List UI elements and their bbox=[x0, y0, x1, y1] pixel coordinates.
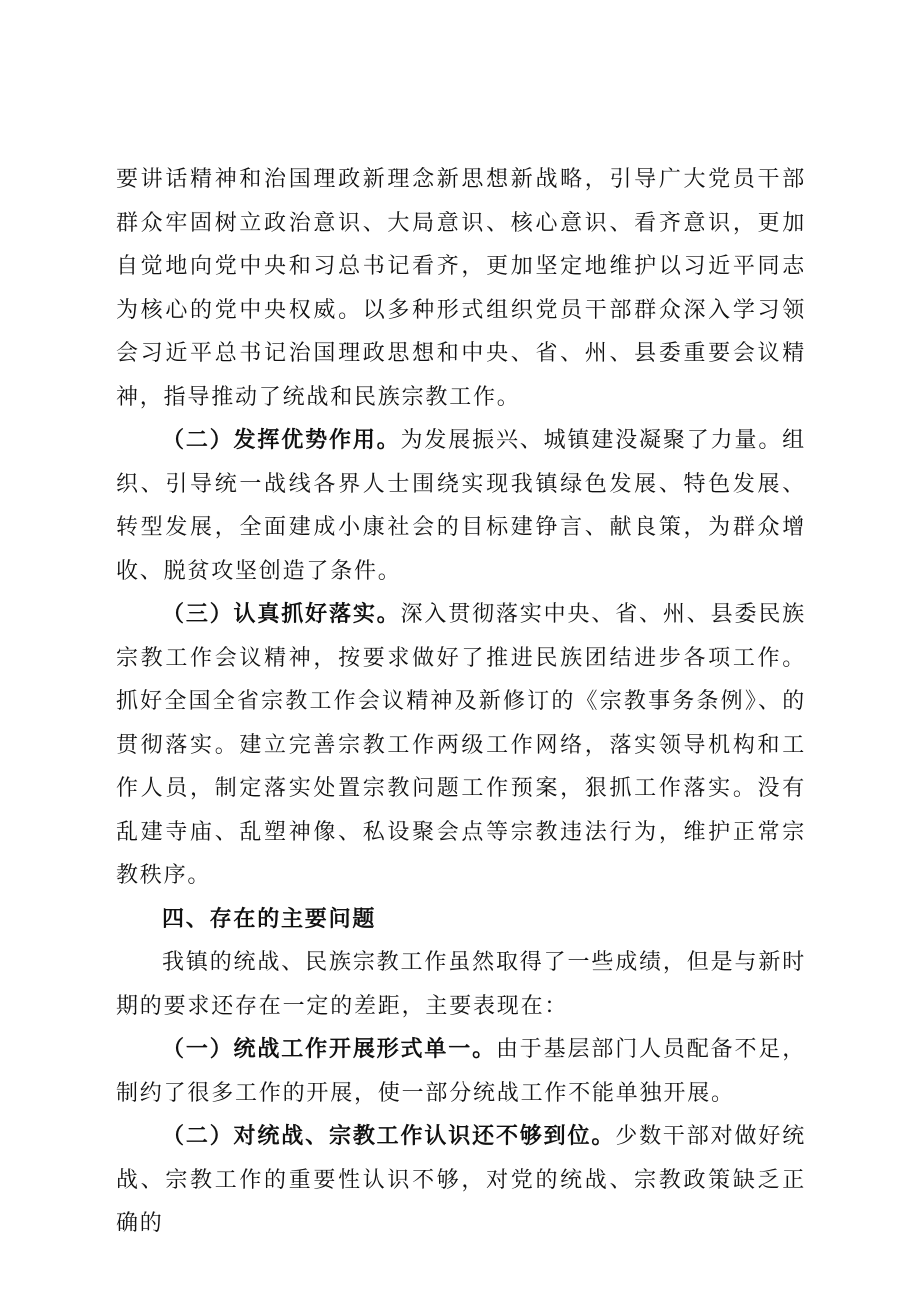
paragraph-continuation: 要讲话精神和治国理政新理念新思想新战略，引导广大党员干部群众牢固树立政治意识、大局意识、核心意识、看齐意识，更加自觉地向党中央和习总书记看齐，更加坚定地维护以习近平同志为核心的党中央权威。以多种形式组织党员干部群众深入学习领会习近平总书记治国理政思想和中央、省、州、县委重要会议精神，指导推动了统战和民族宗教工作。 bbox=[116, 167, 806, 410]
paragraph-problem-2 bbox=[116, 1115, 806, 1246]
section-heading: 四、存在的主要问题 bbox=[162, 906, 377, 932]
paragraph-lead: （三）认真抓好落实。 bbox=[162, 602, 401, 627]
document-body bbox=[116, 158, 806, 1246]
paragraph-item-2 bbox=[116, 419, 806, 593]
paragraph-text: 少数干部对做好统战、宗教工作的重要性认识不够，对党的统战、宗教政策缺乏正确的 bbox=[116, 1124, 806, 1236]
paragraph-text: 深入贯彻落实中央、省、州、县委民族宗教工作会议精神，按要求做好了推进民族团结进步各项工作。抓好全国全省宗教工作会议精神及新修订的《宗教事务条例》、的贯彻落实。建立完善宗教工作两级工作网络，落实领导机构和工作人员，制定落实处置宗教问题工作预案，狠抓工作落实。没有乱建寺庙、乱塑神像、私设聚会点等宗教违法行为，维护正常宗教秩序。 bbox=[116, 602, 806, 888]
paragraph-lead: （二）对统战、宗教工作认识还不够到位。 bbox=[162, 1124, 616, 1149]
paragraph-text: 为发展振兴、城镇建没凝聚了力量。组织、引导统一战线各界人士围绕实现我镇绿色发展、特色发展、转型发展，全面建成小康社会的目标建铮言、献良策，为群众增收、脱贫攻坚创造了条件。 bbox=[116, 428, 806, 584]
paragraph-lead: （二）发挥优势作用。 bbox=[162, 428, 401, 453]
paragraph-text: 由于基层部门人员配备不足，制约了很多工作的开展，使一部分统战工作不能单独开展。 bbox=[116, 1037, 806, 1106]
paragraph-item-3 bbox=[116, 593, 806, 898]
paragraph-section-intro: 我镇的统战、民族宗教工作虽然取得了一些成绩，但是与新时期的要求还存在一定的差距，主要表现在： bbox=[116, 950, 806, 1019]
paragraph-lead: （一）统战工作开展形式单一。 bbox=[162, 1037, 496, 1062]
paragraph-problem-1 bbox=[116, 1028, 806, 1115]
